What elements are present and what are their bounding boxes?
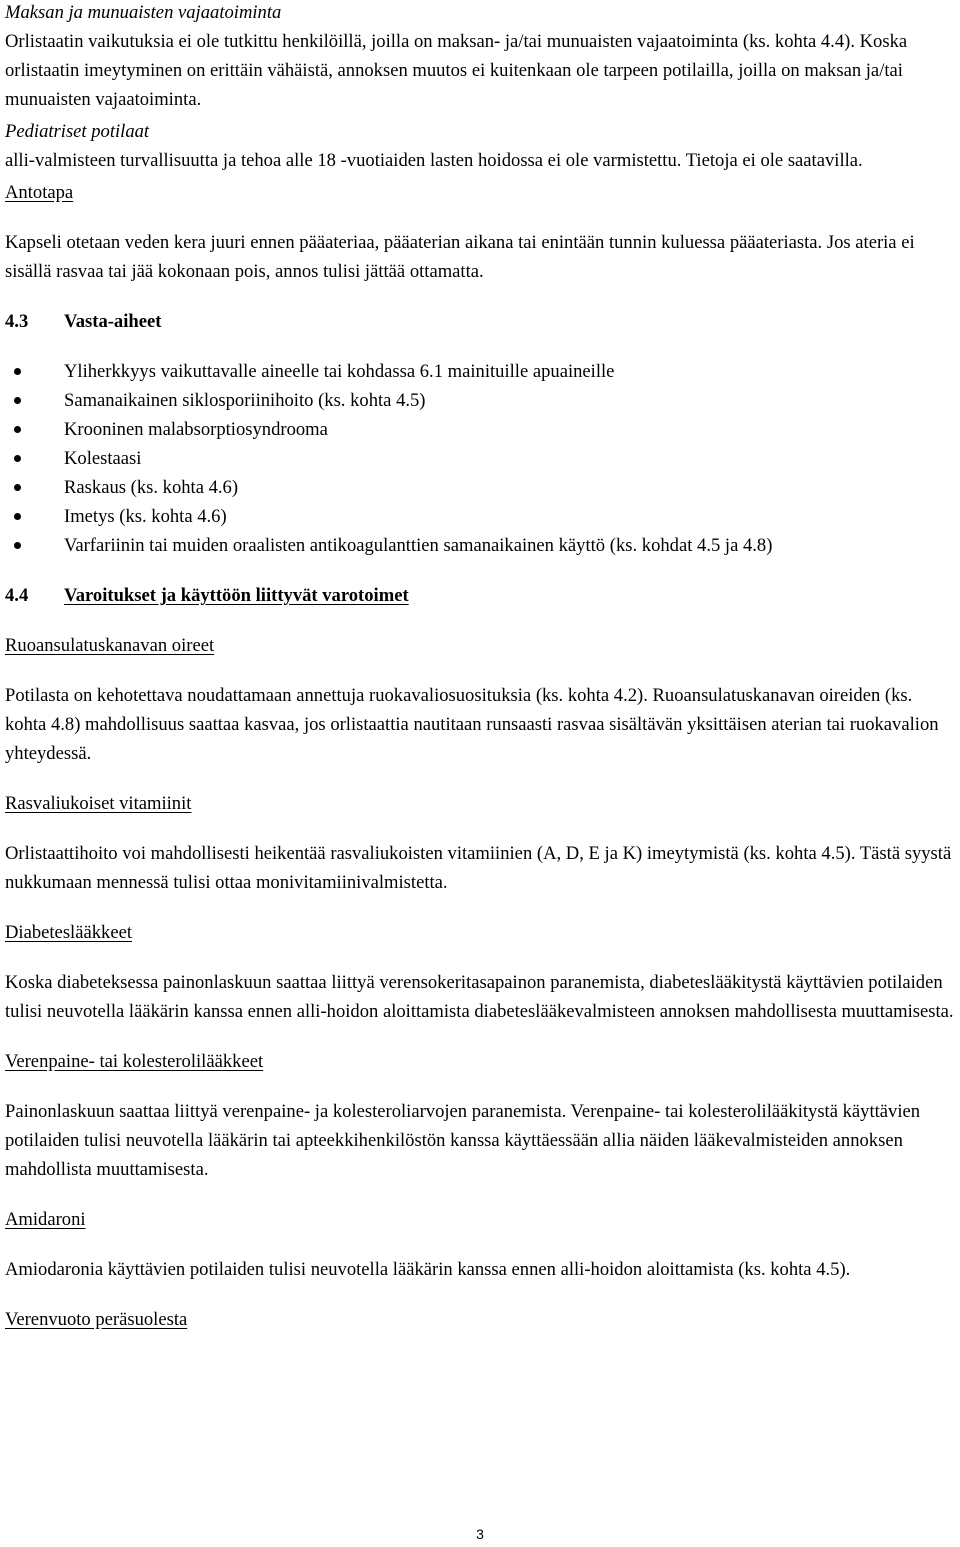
section-body-diabetes: Koska diabeteksessa painonlaskuun saattaa liittyä verensokeritasapainon paranemista, diabeteslääkitystä käyttävien potilaiden tulisi neuvotella lääkärin kanssa ennen alli-hoidon aloittamista diabeteslääkevalmisteen annoksen mahdollisesta muuttamisesta.: [5, 972, 954, 1022]
bullet-icon: [14, 484, 21, 491]
document-page: [5, 0, 955, 1334]
list-item: Imetys (ks. kohta 4.6): [5, 502, 955, 531]
list-item: Yliherkkyys vaikuttavalle aineelle tai kohdassa 6.1 mainituille apuaineille: [5, 357, 955, 386]
section-title-verenvuoto: Verenvuoto peräsuolesta: [5, 1309, 188, 1330]
section-title-vitamiinit: Rasvaliukoiset vitamiinit: [5, 793, 192, 814]
page-number: 3: [476, 1526, 484, 1542]
heading-title: Varoitukset ja käyttöön liittyvät varotoimet: [64, 585, 409, 606]
section-body-amidaroni: Amiodaronia käyttävien potilaiden tulisi neuvotella lääkärin kanssa ennen alli-hoidon aloittamista (ks. kohta 4.5).: [5, 1259, 851, 1280]
section-title-maksa: Maksan ja munuaisten vajaatoiminta: [5, 2, 282, 23]
bullet-icon: [14, 513, 21, 520]
heading-title: Vasta-aiheet: [64, 311, 162, 332]
section-body-pediatriset: alli-valmisteen turvallisuutta ja tehoa alle 18 -vuotiaiden lasten hoidossa ei ole varmistettu. Tietoja ei ole saatavilla.: [5, 150, 863, 171]
bullet-icon: [14, 455, 21, 462]
section-title-verenpaine: Verenpaine- tai kolesterolilääkkeet: [5, 1051, 264, 1072]
bullet-icon: [14, 368, 21, 375]
section-title-diabetes: Diabeteslääkkeet: [5, 922, 132, 943]
list-item: Varfariinin tai muiden oraalisten antikoagulanttien samanaikainen käyttö (ks. kohdat 4.5 ja 4.8): [5, 531, 955, 560]
bullet-icon: [14, 397, 21, 404]
bullet-icon: [14, 426, 21, 433]
heading-varoitukset: [5, 581, 955, 610]
list-item: Krooninen malabsorptiosyndrooma: [5, 415, 955, 444]
list-item: Raskaus (ks. kohta 4.6): [5, 473, 955, 502]
heading-number: 4.3: [5, 311, 29, 332]
section-body-ruoansulatus: Potilasta on kehotettava noudattamaan annettuja ruokavaliosuosituksia (ks. kohta 4.2). Ruoansulatuskanavan oireiden (ks. kohta 4.8) mahdollisuus saattaa kasvaa, jos orlistaattia nautitaan runsaasti rasvaa sisältävän yksittäisen aterian tai ruokavalion yhteydessä.: [5, 685, 939, 764]
section-body-verenpaine: Painonlaskuun saattaa liittyä verenpaine- ja kolesteroliarvojen paranemista. Verenpaine- tai kolesterolilääkitystä käyttävien potilaiden tulisi neuvotella lääkärin tai apteekkihenkilöstön kanssa käyttäessään allia näiden lääkevalmisteiden annoksen mahdollista muuttamisesta.: [5, 1101, 921, 1180]
list-item: Kolestaasi: [5, 444, 955, 473]
section-title-antotapa: Antotapa: [5, 182, 74, 203]
section-body-maksa: Orlistaatin vaikutuksia ei ole tutkittu henkilöillä, joilla on maksan- ja/tai munuaisten vajaatoiminta (ks. kohta 4.4). Koska orlistaatin imeytyminen on erittäin vähäistä, annoksen muutos ei kuitenkaan ole tarpeen potilailla, joilla on maksan ja/tai munuaisten vajaatoiminta.: [5, 31, 908, 110]
section-body-vitamiinit: Orlistaattihoito voi mahdollisesti heikentää rasvaliukoisten vitamiinien (A, D, E ja K) imeytymistä (ks. kohta 4.5). Tästä syystä nukkumaan mennessä tulisi ottaa monivitamiinivalmistetta.: [5, 843, 952, 893]
heading-vasta-aiheet: [5, 307, 955, 336]
contraindication-list: [5, 357, 955, 560]
section-title-amidaroni: Amidaroni: [5, 1209, 86, 1230]
section-body-antotapa: Kapseli otetaan veden kera juuri ennen pääateriaa, pääaterian aikana tai enintään tunnin kuluessa pääateriasta. Jos ateria ei sisällä rasvaa tai jää kokonaan pois, annos tulisi jättää ottamatta.: [5, 232, 915, 282]
list-item: Samanaikainen siklosporiinihoito (ks. kohta 4.5): [5, 386, 955, 415]
section-title-ruoansulatus: Ruoansulatuskanavan oireet: [5, 635, 215, 656]
bullet-icon: [14, 542, 21, 549]
heading-number: 4.4: [5, 585, 29, 606]
section-title-pediatriset: Pediatriset potilaat: [5, 121, 150, 142]
